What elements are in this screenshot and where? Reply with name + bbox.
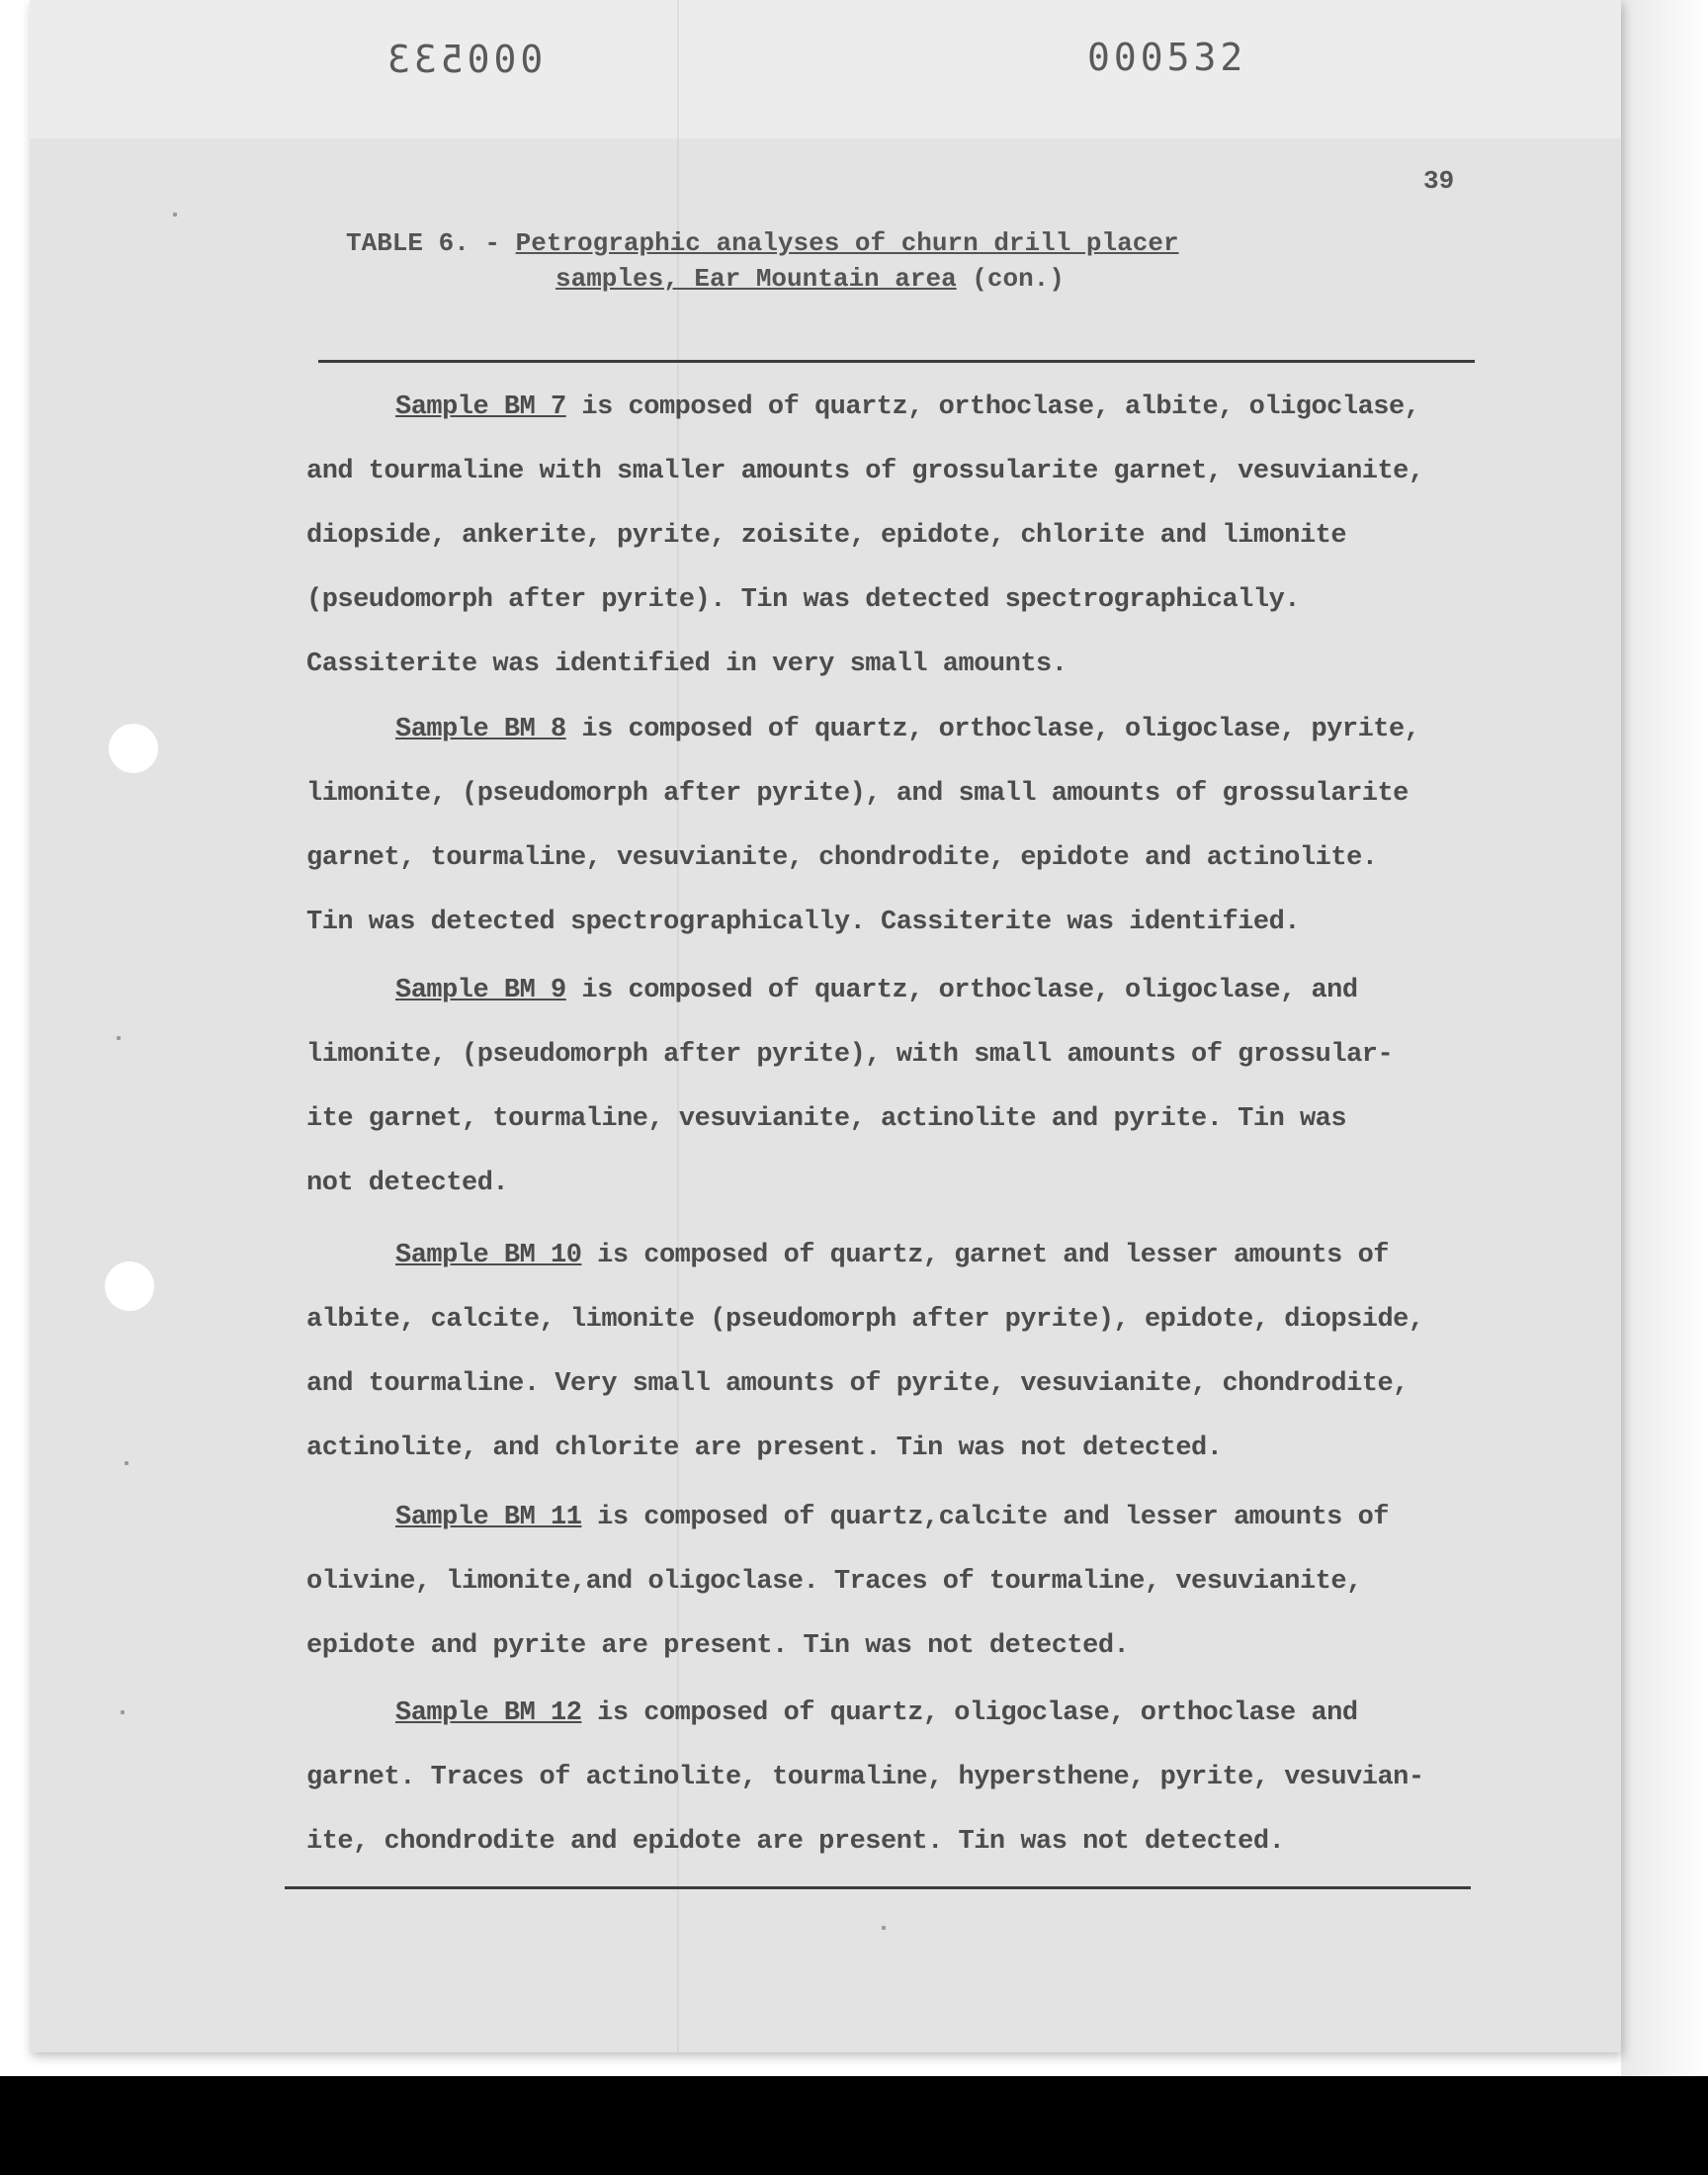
paragraph-line: albite, calcite, limonite (pseudomorph after pyrite), epidote, diopside,	[306, 1305, 1424, 1335]
table-title	[346, 225, 1334, 297]
title-line-2	[346, 261, 1334, 297]
paragraph-line: limonite, (pseudomorph after pyrite), with small amounts of grossular-	[306, 1040, 1394, 1070]
paragraph-line: and tourmaline. Very small amounts of pyrite, vesuvianite, chondrodite,	[306, 1369, 1409, 1399]
paragraph-line: and tourmaline with smaller amounts of grossularite garnet, vesuvianite,	[306, 457, 1424, 486]
punch-hole	[105, 1262, 154, 1311]
paragraph-line: not detected.	[306, 1169, 509, 1198]
paragraph-line	[306, 1682, 1512, 1746]
dust-speck	[125, 1461, 128, 1465]
paragraph-line: limonite, (pseudomorph after pyrite), and small amounts of grossularite	[306, 779, 1409, 809]
paragraph-text: is composed of quartz, oligoclase, orthoclase and	[581, 1698, 1358, 1728]
sample-id: Sample BM 12	[395, 1698, 582, 1728]
paragraph-line: olivine, limonite,and oligoclase. Traces of tourmaline, vesuvianite,	[306, 1567, 1362, 1597]
dust-speck	[121, 1710, 125, 1714]
paragraph-line: Cassiterite was identified in very small amounts.	[306, 650, 1068, 679]
sample-paragraph	[306, 1486, 1512, 1679]
paragraph-line: (pseudomorph after pyrite). Tin was detected spectrographically.	[306, 585, 1300, 615]
sample-id: Sample BM 9	[395, 976, 566, 1005]
title-underlined: samples, Ear Mountain area	[555, 264, 957, 294]
punch-hole	[109, 724, 158, 773]
paragraph-text: is composed of quartz, garnet and lesser amounts of	[581, 1241, 1389, 1270]
paragraph-text: is composed of quartz, orthoclase, oligoclase, pyrite,	[565, 715, 1420, 744]
paragraph-line: garnet, tourmaline, vesuvianite, chondrodite, epidote and actinolite.	[306, 843, 1378, 873]
sample-paragraph	[306, 698, 1512, 955]
paragraph-text: is composed of quartz, orthoclase, oligoclase, and	[565, 976, 1358, 1005]
paragraph-line: diopside, ankerite, pyrite, zoisite, epidote, chlorite and limonite	[306, 521, 1347, 551]
bottom-rule	[285, 1886, 1471, 1889]
sample-id: Sample BM 11	[395, 1503, 582, 1532]
paragraph-line	[306, 376, 1512, 440]
paragraph-line: ite garnet, tourmaline, vesuvianite, actinolite and pyrite. Tin was	[306, 1104, 1347, 1134]
sample-paragraph	[306, 959, 1512, 1216]
paragraph-line	[306, 698, 1512, 762]
paragraph-line: actinolite, and chlorite are present. Tin was not detected.	[306, 1434, 1223, 1463]
top-rule	[318, 360, 1475, 363]
dust-speck	[117, 1036, 121, 1040]
sample-id: Sample BM 7	[395, 392, 566, 422]
sample-paragraph	[306, 1682, 1512, 1874]
sample-paragraph	[306, 1224, 1512, 1481]
sample-id: Sample BM 8	[395, 715, 566, 744]
title-label: TABLE 6. -	[346, 228, 516, 258]
scan-bottom-edge	[0, 2076, 1708, 2175]
page-number: 39	[1423, 166, 1455, 196]
sample-id: Sample BM 10	[395, 1241, 582, 1270]
paragraph-line	[306, 1224, 1512, 1288]
paragraph-text: is composed of quartz,calcite and lesser amounts of	[581, 1503, 1389, 1532]
stamp-number: 000532	[1087, 36, 1247, 79]
sample-paragraph	[306, 376, 1512, 697]
mirrored-stamp-number: 000533	[384, 38, 544, 81]
title-line-1	[346, 225, 1334, 261]
paragraph-line	[306, 1486, 1512, 1550]
title-suffix: (con.)	[956, 264, 1065, 294]
dust-speck	[173, 213, 177, 217]
paragraph-line: epidote and pyrite are present. Tin was not detected.	[306, 1631, 1130, 1661]
paragraph-text: is composed of quartz, orthoclase, albite, oligoclase,	[565, 392, 1420, 422]
paragraph-line: ite, chondrodite and epidote are present. Tin was not detected.	[306, 1827, 1285, 1857]
title-underlined: Petrographic analyses of churn drill placer	[515, 228, 1179, 258]
page-top-band	[30, 0, 1621, 138]
dust-speck	[882, 1926, 886, 1930]
scan-background	[1621, 0, 1708, 2076]
paragraph-line: Tin was detected spectrographically. Cassiterite was identified.	[306, 908, 1300, 937]
paragraph-line: garnet. Traces of actinolite, tourmaline, hypersthene, pyrite, vesuvian-	[306, 1763, 1424, 1792]
paragraph-line	[306, 959, 1512, 1023]
